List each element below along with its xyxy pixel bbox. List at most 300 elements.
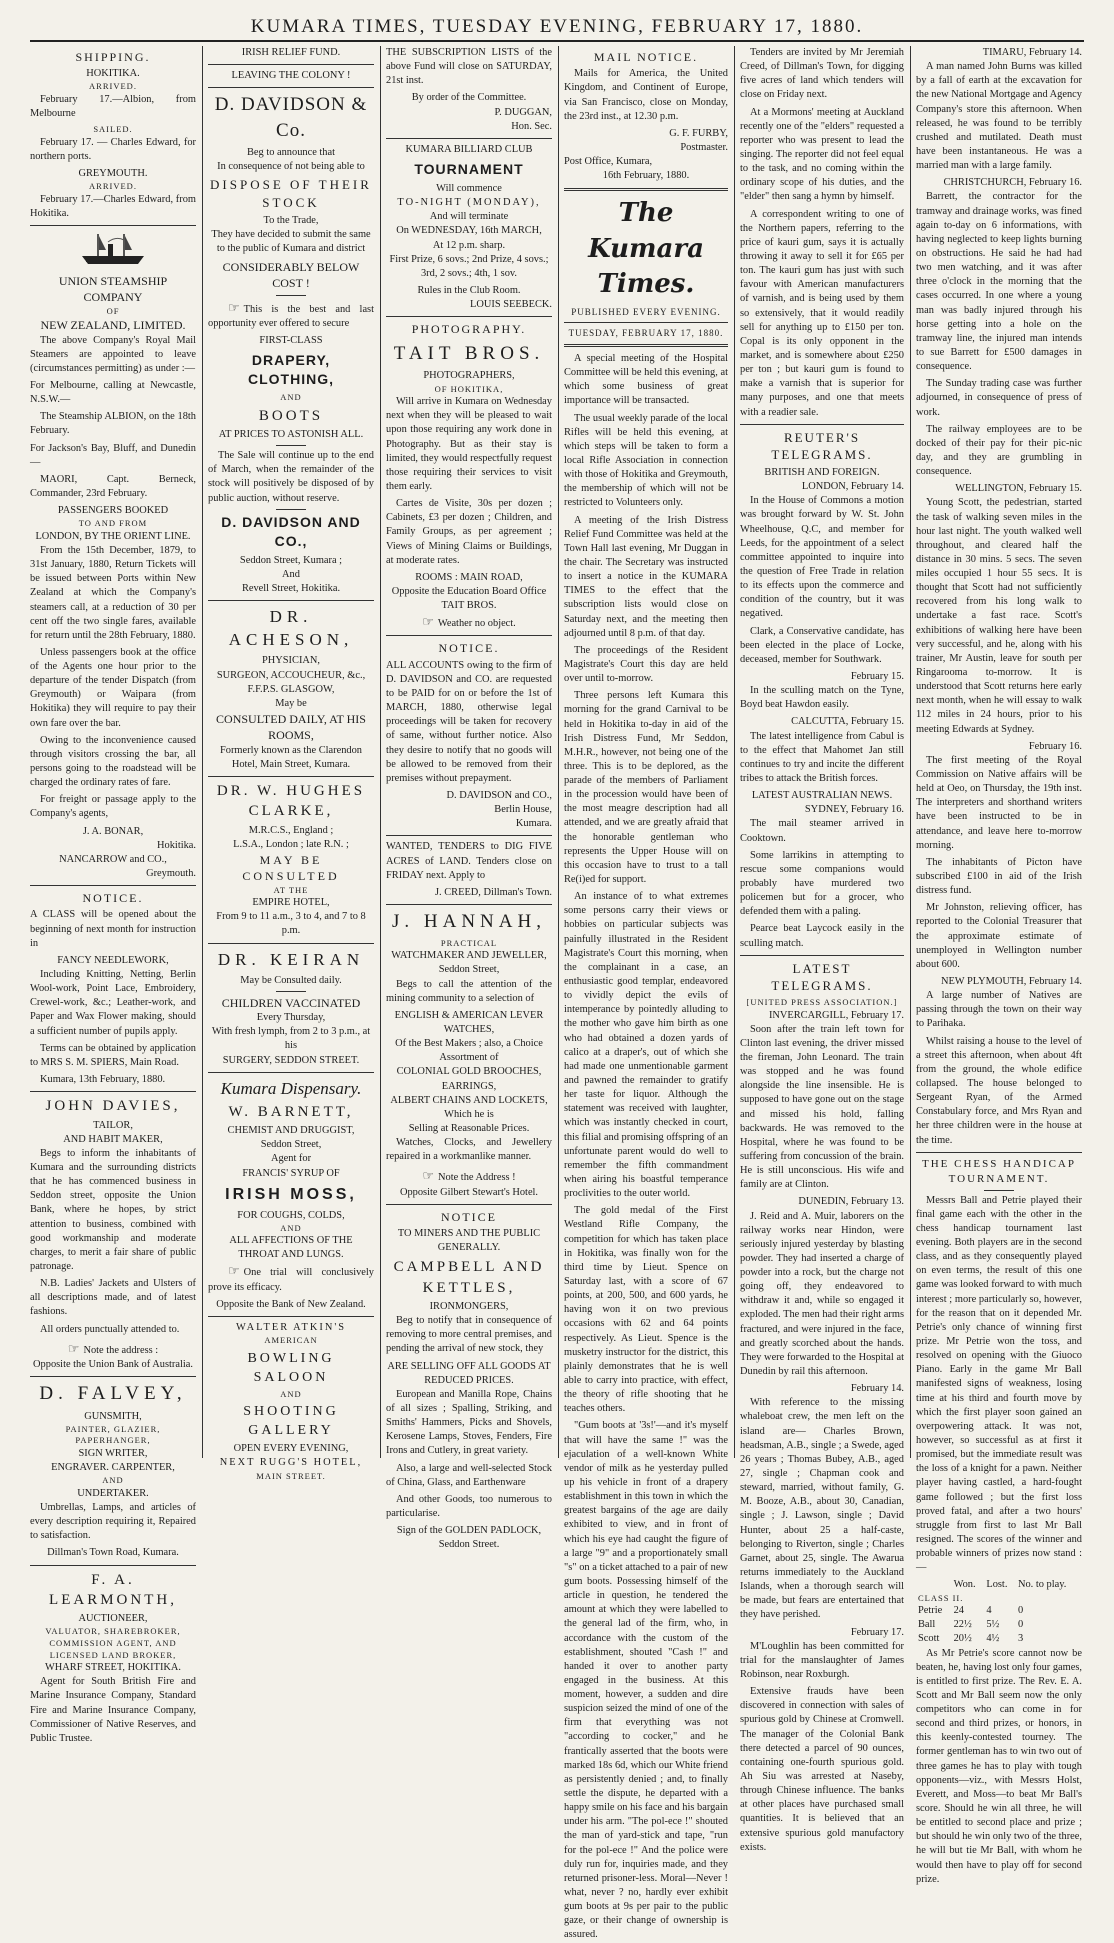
- irish-fund-text: THE SUBSCRIPTION LISTS of the above Fund will close on SATURDAY, 21st inst.: [386, 47, 552, 87]
- paragraph: Begs to call the attention of the mining community to a selection of: [386, 978, 552, 1004]
- dateline: LONDON, February 14.: [801, 481, 904, 493]
- dateline: TUESDAY, FEBRUARY 17, 1880.: [568, 327, 724, 338]
- paragraph: The railway employees are to be docked of their pay for their pic-nic day, and they are grumbling in consequence.: [916, 423, 1082, 478]
- paragraph: And other Goods, too numerous to particularise.: [386, 1493, 552, 1520]
- paragraph: M'Loughlin has been committed for trial for the manslaughter of James Robinson, near Roxburgh.: [740, 1640, 904, 1680]
- paragraph: N.B. Ladies' Jackets and Ulsters of all descriptions made, and of latest fashions.: [30, 1278, 196, 1318]
- ad-line: SURGEON, ACCOUCHEUR, &c.,: [216, 669, 366, 681]
- learmonth-name: F. A. LEARMONTH,: [49, 1571, 177, 1608]
- photography-heading: PHOTOGRAPHY.: [411, 322, 527, 337]
- ad-line: PRACTICAL: [440, 937, 498, 948]
- shipping-line: February 17.—Albion, from Melbourne: [30, 94, 196, 120]
- divider: [916, 1152, 1082, 1153]
- paragraph: Young Scott, the pedestrian, started the task of walking seven miles in the hour last night. The youth walked well throughout, and cleared half the distance in 30 mins. 5 secs. The seven miles occupied 1 hour 55 secs. It is thought that Scott had not sufficiently recovered from his long walk to undertake a fast race. Scott's exhibitions of walking here have been very successful, and he, along with his trainer, Mr Austin, leave for south per Ringarooma to-morrow. It is understood that Scott returns here early next month, when he will essay to walk 112 miles in 24 hours, prior to his meeting Edwards at Sydney.: [916, 497, 1082, 735]
- divider: [386, 835, 552, 836]
- paragraph: A large number of Natives are passing through the town on their way to Parihaka.: [916, 990, 1082, 1030]
- ad-line: TO MINERS AND THE PUBLIC GENERALLY.: [397, 1228, 541, 1254]
- ad-line: ALBERT CHAINS AND LOCKETS,: [390, 1094, 548, 1106]
- dateline: February 14.: [850, 1383, 904, 1395]
- paragraph: Soon after the train left town for Clinton last evening, the driver missed the fireman, John Leonard. The train was stopped and he was found alongside the line insensible. He is supposed to have gone out on the stage and missed his hold, falling backwards. He was removed to the Hospital, where he was found to be suffering from concussion of the brain. He is still unconscious. His wife and family are at Clinton.: [740, 1023, 904, 1191]
- ad-line: CHILDREN VACCINATED: [221, 995, 361, 1010]
- trade-line: VALUATOR, SHAREBROKER, COMMISSION AGENT, AND: [45, 1626, 181, 1649]
- davidson-co-line: D. DAVIDSON AND CO.,: [221, 513, 361, 549]
- paragraph: Cartes de Visite, 30s per dozen ; Cabinets, £3 per dozen ; Children, and Family Groups, as per agreement ; Views of Mining Claims or Buildings, at moderate rates.: [386, 498, 552, 566]
- divider: [30, 1091, 196, 1092]
- trade-line: LICENSED LAND BROKER,: [49, 1649, 177, 1660]
- ad-line: Note the Address !: [438, 1172, 516, 1184]
- ad-line: NEXT RUGG'S HOTEL,: [219, 1457, 363, 1469]
- table-cell: Petrie: [918, 1605, 943, 1617]
- signature: LOUIS SEEBECK.: [470, 299, 552, 311]
- divider: [386, 904, 552, 905]
- ad-line: By order of the Committee.: [411, 92, 527, 104]
- dateline: NEW PLYMOUTH, February 14.: [940, 976, 1082, 987]
- divider: [208, 1316, 374, 1317]
- falvey-name: D. FALVEY,: [39, 1382, 187, 1404]
- agent-place: Hokitika.: [157, 839, 196, 851]
- ad-line: Seddon Street,: [260, 1139, 322, 1151]
- agent-place: Greymouth.: [146, 868, 196, 880]
- address-line: Revell Street, Hokitika.: [241, 583, 341, 595]
- ad-line: Agent for: [270, 1153, 312, 1165]
- notice-heading: NOTICE.: [82, 891, 144, 906]
- columns: [30, 46, 1084, 1941]
- hannah-name: J. HANNAH,: [392, 910, 546, 932]
- column-divider: [202, 46, 203, 1458]
- ad-line: PHOTOGRAPHERS,: [423, 370, 515, 382]
- ad-line: Will commence: [436, 183, 502, 195]
- note-line: Note the address :: [83, 1344, 159, 1356]
- table-cell: 4: [986, 1605, 992, 1617]
- column-divider: [380, 46, 381, 1458]
- paragraph: A meeting of the Irish Distress Relief Fund Committee was held at the Town Hall last evening, Mr Duggan in the chair. The Secretary was instructed to insert a notice in the KUMARA TIMES to the effect that the subscription lists would close on Saturday next, and the meeting then adjourned until 8 p.m. of that day.: [564, 514, 728, 639]
- ad-line: FRANCIS' SYRUP OF: [242, 1167, 340, 1179]
- address-line: Sign of the GOLDEN PADLOCK, Seddon Street.: [396, 1525, 542, 1551]
- paragraph: The Steamship ALBION, on the 18th February.: [30, 411, 196, 437]
- dateline: DUNEDIN, February 13.: [798, 1196, 904, 1208]
- leaving-heading: LEAVING THE COLONY !: [231, 70, 351, 82]
- paragraph: The Sunday trading case was further adjourned, in consequence of press of work.: [916, 378, 1082, 418]
- bowling-saloon: BOWLING SALOON: [247, 1350, 335, 1385]
- ad-line: FIRST-CLASS: [259, 334, 323, 346]
- ad-line: AMERICAN: [264, 1335, 318, 1346]
- address-line: Opposite the Bank of New Zealand.: [216, 1298, 366, 1310]
- trade-line: SIGN WRITER,: [78, 1448, 148, 1460]
- dispose-line: DISPOSE OF THEIR STOCK: [210, 177, 372, 210]
- paragraph: The above Company's Royal Mail Steamers are appointed to leave (circumstances permitting) as under :—: [30, 334, 196, 374]
- davidson-title: D. DAVIDSON & Co.: [214, 94, 368, 142]
- post-office-line: Post Office, Kumara,: [564, 156, 653, 168]
- paragraph: In the sculling match on the Tyne, Boyd beat Hawdon easily.: [740, 685, 904, 711]
- pointing-hand-icon: ☞: [422, 614, 434, 630]
- column-divider: [558, 46, 559, 1458]
- notice-heading: NOTICE.: [438, 641, 500, 656]
- ad-line: Selling at Reasonable Prices.: [408, 1122, 530, 1134]
- ad-line: OF HOKITIKA,: [434, 383, 504, 394]
- ad-line: FOR COUGHS, COLDS,: [237, 1209, 345, 1221]
- dateline: CHRISTCHURCH, February 16.: [943, 177, 1082, 189]
- signature-title: Postmaster.: [680, 142, 728, 154]
- davies-name: JOHN DAVIES,: [45, 1098, 181, 1115]
- table-cell: 24: [953, 1605, 964, 1617]
- pointing-hand-icon: ☞: [67, 1340, 80, 1356]
- table-row: [916, 1618, 1082, 1632]
- signature-line: Berlin House,: [494, 804, 552, 816]
- ad-line: AT THE: [273, 884, 309, 895]
- masthead-rule: [30, 40, 1084, 42]
- paragraph: Mr Johnston, relieving officer, has reported to the Colonial Treasurer that the approximate estimate of unemployed in Wellington number about 600.: [916, 902, 1082, 970]
- ad-line: WATCHMAKER AND JEWELLER,: [391, 950, 547, 962]
- section-label: LATEST AUSTRALIAN NEWS.: [751, 790, 893, 802]
- paragraph: Will arrive in Kumara on Wednesday next when they will be pleased to wait upon those requiring any work done in Photography. But as their stay is limited, they would respectfully request those requiring their services to visit them early.: [386, 396, 552, 492]
- steamship-icon: [30, 230, 196, 270]
- ad-line: MAY BE CONSULTED: [242, 852, 340, 884]
- union-title: UNION STEAMSHIP COMPANY: [58, 274, 168, 305]
- ad-line: SURGERY, SEDDON STREET.: [222, 1054, 360, 1066]
- trade-line: ENGRAVER. CARPENTER,: [51, 1462, 175, 1474]
- paragraph: The Sale will continue up to the end of March, when the remainder of the stock will positively be disposed of by public auction, without reserve.: [208, 450, 374, 504]
- masthead-title: KUMARA TIMES, TUESDAY EVENING, FEBRUARY 17, 1880.: [250, 16, 864, 37]
- tournament-line: TOURNAMENT: [414, 160, 524, 177]
- clarke-name: DR. W. HUGHES CLARKE,: [216, 782, 366, 820]
- table-header-cell: No. to play.: [1017, 1579, 1067, 1591]
- paragraph: Barrett, the contractor for the tramway and drainage works, was fined again to-day on 6 informations, with having neglected to keep lights burning on obstructions. He said he had had two men watching, and it was after three o'clock in the morning that the cases occurred. In one where a young man was badly injured through his horse getting into a hole on the tramway line, the injured man intends to sue Barrett for £500 damages in consequence.: [916, 191, 1082, 373]
- paragraph: A correspondent writing to one of the Northern papers, referring to the price of kauri gum, says it is actually throwing it away to sell it for £65 per ton. The kauri gum has just with such favour with American manufacturers of varnish, and is being used by them so extensively, that it would readily sell for anything up to £150 per ton. Copal is its only opponent in the market, and is somewhere about £250 per ton ; but kauri gum is found to make a varnish that is superior for many purposes, and one that meets with a readier sale.: [740, 208, 904, 418]
- column-3: [386, 46, 552, 1551]
- ad-line: PHYSICIAN,: [261, 655, 321, 667]
- billiard-heading: KUMARA BILLIARD CLUB: [405, 143, 533, 155]
- paragraph: From the 15th December, 1879, to 31st January, 1880, Return Tickets will be issued between Ports within New Zealand at which the Company's steamers call, at a reduction of 30 per cent off the two single fares, available for return until the 28th February, 1880.: [30, 544, 196, 641]
- ad-line: Which he is: [444, 1108, 494, 1120]
- agent-name: J. A. BONAR,: [82, 825, 144, 837]
- ad-line: TO-NIGHT (MONDAY),: [397, 197, 541, 209]
- keiran-name: DR. KEIRAN: [217, 949, 365, 969]
- drapery-line: DRAPERY, CLOTHING,: [248, 352, 334, 388]
- paragraph: Terms can be obtained by application to MRS S. M. SPIERS, Main Road.: [30, 1042, 196, 1068]
- divider: [386, 316, 552, 317]
- paragraph: The first meeting of the Royal Commission on Native affairs will be held at Oeo, on Thursday, the 19th inst. The interpreters and shorthand writers have been instructed to be in attendance, and leave here to-morrow morning.: [916, 754, 1082, 851]
- ad-line: And: [282, 568, 300, 580]
- table-row: [916, 1632, 1082, 1646]
- divider: [276, 295, 306, 296]
- divider: [984, 1190, 1014, 1191]
- best-line: This is the best and last opportunity ever offered to secure: [208, 303, 374, 329]
- paragraph: Mails for America, the United Kingdom, and Continent of Europe, via San Francisco, close on Monday, the 23rd inst., at 12.30 p.m.: [564, 68, 728, 122]
- pointing-hand-icon: ☞: [422, 1168, 435, 1184]
- ad-line: Of the Best Makers ; also, a Choice Assortment of: [395, 1038, 543, 1064]
- trade-line: GUNSMITH,: [84, 1410, 142, 1422]
- shipping-line: February 17. — Charles Edward, for northern ports.: [30, 136, 196, 162]
- pointing-hand-icon: ☞: [228, 1263, 240, 1279]
- ad-line: AND: [280, 1388, 302, 1399]
- pointing-hand-icon: ☞: [228, 299, 240, 315]
- column-divider: [734, 46, 735, 1458]
- scores-table: [916, 1578, 1082, 1646]
- dateline: SYDNEY, February 16.: [804, 804, 904, 816]
- passengers-heading: PASSENGERS BOOKED: [57, 505, 169, 517]
- trade-line: AND HABIT MAKER,: [63, 1133, 163, 1145]
- ad-line: ARE SELLING OFF ALL GOODS AT REDUCED PRICES.: [387, 1360, 551, 1386]
- dateline: INVERCARGILL, February 17.: [768, 1009, 904, 1021]
- divider: [386, 635, 552, 636]
- address-line: Seddon Street, Kumara ;: [239, 554, 343, 566]
- trade-line: PAINTER, GLAZIER, PAPERHANGER,: [65, 1423, 161, 1446]
- dispensary-title: Kumara Dispensary.: [220, 1078, 362, 1098]
- paragraph: Owing to the inconvenience caused through visitors crossing the bar, all persons going to the roadstead will be charged the ordinary rates of fare.: [30, 734, 196, 789]
- ad-line: OPEN EVERY EVENING,: [233, 1443, 349, 1455]
- column-1: [30, 46, 196, 1744]
- paragraph: The mail steamer arrived in Cooktown.: [740, 818, 904, 844]
- paragraph: The inhabitants of Picton have subscribed £100 in aid of the Irish distress fund.: [916, 856, 1082, 897]
- signature: D. DAVIDSON and CO.,: [446, 789, 552, 801]
- divider: [30, 1565, 196, 1566]
- ad-line: On WEDNESDAY, 16th MARCH,: [396, 225, 542, 237]
- paragraph: MAORI, Capt. Berneck, Commander, 23rd February.: [30, 473, 196, 499]
- acheson-name: DR. ACHESON,: [228, 607, 354, 650]
- passengers-sub: TO AND FROM: [78, 518, 148, 529]
- table-cell: 3: [1017, 1633, 1024, 1645]
- chess-heading: THE CHESS HANDICAP TOURNAMENT.: [922, 1157, 1076, 1185]
- table-header-row: [916, 1578, 1082, 1592]
- paragraph: The usual weekly parade of the local Rifles will be held this evening, at which steps will be taken to form a local Rifle Association in connection with those of Hokitika and Greymouth, the membership of which will not be restricted to Volunteers only.: [564, 412, 728, 509]
- ad-line: Every Thursday,: [256, 1012, 326, 1024]
- paragraph: The proceedings of the Resident Magistrate's Court this day are held over until to-morrow.: [564, 644, 728, 685]
- ad-line: Weather no object.: [437, 618, 516, 630]
- ad-line: And will terminate: [429, 211, 509, 223]
- paragraph: "Gum boots at '3s!'—and it's myself that will have the same !" was the ejaculation of a well-known White vendor of milk as he yesterday pulled up his vehicle in front of a drapery establishment in this town in which the greatest bargains of the age are daily exhibited to view, and in front of which his eye had caught the figure of a large "9" and a proportionately small "s" on a ticket attached to a pair of new gum boots. Possessing himself of the article in question, he tendered the amount at which they were labelled to the general lad of the firm, who, in accordance with the custom of the establishment, shouted "Cash !" and handed it over to another party engaged in the business. At this moment, however, a sudden and dire suspicion seized the mind of one of the firm that everything was not "according to cocker," and he frantically asserted that the boots were marked 18s 6d, which our White friend as persistently denied ; and, to finally settle the dispute, he departed with a happy smile on his face and his bargain under his arm. "The pol-ece !" shouted the man of yard-stick and tape, "run for the pol-ece !" And the police were duly run for, inquiries made, and they returned prisoner-less. Moral—Never ! what, never ? no, hardly ever exhibit gum boots at 9s per pair to the public gaze, or their change of ownership is assured.: [564, 1420, 728, 1941]
- paragraph: For freight or passage apply to the Company's agents,: [30, 794, 196, 820]
- paragraph: In the House of Commons a motion was brought forward by W. St. John Wheelhouse, Q.C, and member for Leeds, for the appointment of a select committee appointed to inquire into the question of Free Trade in relation to its effects upon the commerce and condition of the country, but it was negatived.: [740, 495, 904, 620]
- consulted-line: CONSULTED DAILY, AT HIS ROOMS,: [216, 712, 366, 743]
- signature: J. CREED, Dillman's Town.: [435, 886, 552, 898]
- paragraph: Extensive frauds have been discovered in connection with sales of spurious gold by Chinese at Cromwell. The manager of the Colonial Bank there detected a parcel of 90 ounces, containing one-fourth spurious gold. Ah Siu was arrested at Naseby, through Chinese influence. The banks at other places have purchased small quantities. It is believed that an extensive spurious gold manufactory exists.: [740, 1686, 904, 1853]
- column-2: [208, 46, 374, 1481]
- paragraph: Unless passengers book at the office of the Agents one hour prior to the departure of the tender Dispatch (from Greymouth) or Waipara (from Hokitika) they will require to pay their own fare over the bar.: [30, 646, 196, 729]
- dateline: February 15.: [850, 670, 904, 682]
- paragraph: Including Knitting, Netting, Berlin Wool-work, Point Lace, Embroidery, Crewel-work, &c.; Leather-work, and Paper and Wax Flower making, should a sufficient number of pupils apply.: [30, 969, 196, 1037]
- paragraph: Beg to notify that in consequence of removing to more central premises, and pending the arrival of new stock, they: [386, 1315, 552, 1355]
- paragraph: Three persons left Kumara this morning for the grand Carnival to be held in Hokitika to-day in aid of the Irish Distress Fund, Mr Seddon, M.H.R., however, not being one of the three. This is to be deplored, as the parade of the members of Parliament in the procession would have been of the most meagre description had all attended, and we are greatly afraid that the honorable gentleman who represents the Upper House will on this occasion have to trust to a tall Re(i)ed for support.: [564, 690, 728, 886]
- paragraph: Begs to inform the inhabitants of Kumara and the surrounding districts that he has commenced business in Seddon street, opposite the Union Bank, where he hopes, by strict attention to business, combined with good workmanship and moderate charges, to merit a fair share of public patronage.: [30, 1147, 196, 1272]
- divider: [30, 1376, 196, 1377]
- paragraph: An instance of to what extremes some persons carry their views or hobbies on particular subjects was painfully illustrated in the Resident Magistrate's Court this morning, when the complainant in a case, an enthusiastic good templar, endeavored to vividly depict the evils of intemperance by pointedly alluding to the mother who gave him birth as one who had obtained a dozen yards of calico at a draper's, out of which she had made one unmentionable garment and pawned the remainder to gratify her taste for liquor. Although the statement was received with laughter, which was instantly checked in court, this filial and promising offspring of an unfortunate parent would do well to remember the fifth commandment when airing his boastful temperance proclivities to the outer world.: [564, 891, 728, 1200]
- trade-line: AND: [102, 1475, 124, 1486]
- divider: [564, 344, 728, 347]
- ad-line: CHEMIST AND DRUGGIST,: [227, 1125, 355, 1137]
- fancy-needlework: FANCY NEEDLEWORK,: [57, 954, 169, 966]
- ad-line: May be: [275, 697, 307, 709]
- paragraph: At a Mormons' meeting at Auckland recently one of the "elders" requested a reporter who was present to lead the singing. The reporter did not feel equal to the task, and no coming within the ordinary scope of his duties, and the "elder" then sang a hymn by himself.: [740, 106, 904, 203]
- ad-line: Rules in the Club Room.: [417, 285, 521, 296]
- paragraph: The latest intelligence from Cabul is to the effect that Mahomet Jan still continues to try and incite the different tribes to attack the British forces.: [740, 730, 904, 784]
- divider: [276, 991, 306, 992]
- ad-line: Seddon Street,: [438, 964, 500, 976]
- ad-line: ALL AFFECTIONS OF THE THROAT AND LUNGS.: [229, 1235, 353, 1261]
- ad-line: EMPIRE HOTEL,: [252, 897, 330, 909]
- ad-line: May be Consulted daily.: [240, 974, 342, 986]
- atkins-line: WALTER ATKIN'S: [235, 1321, 346, 1333]
- section-label: GREYMOUTH.: [78, 168, 148, 180]
- table-cell: 0: [1017, 1605, 1024, 1617]
- column-5: [740, 46, 904, 1853]
- paragraph: Whilst raising a house to the level of a street this afternoon, when about 4ft from the ground, the whole edifice collapsed. The house belonged to Sergeant Ryan, of the Armed Constabulary force, and Mrs Ryan and her three children were in the house at the time.: [916, 1035, 1082, 1146]
- barnett-name: W. BARNETT,: [228, 1103, 354, 1120]
- paragraph: They have decided to submit the same to the public of Kumara and district: [211, 228, 371, 254]
- table-cell: 4½: [986, 1633, 1000, 1645]
- section-label: HOKITIKA.: [86, 68, 140, 80]
- section-label: BRITISH AND FOREIGN.: [764, 467, 880, 478]
- paragraph: The gold medal of the First Westland Rifle Company, the competition for which has taken place in Hokitika, was finally won for the third time by Lieut. Spence on Saturday last, with a score of 67 points, at 200, 500, and 600 yards, he having won it on two previous occasions with 62 and 64 points respectively. As Lieut. Spence is the musketry instructor for the district, this plainly demonstrates that he is well able to carry into practice, with effect, the theory of rifle shooting that he teaches others.: [564, 1205, 728, 1415]
- table-cell: 5½: [986, 1619, 1000, 1631]
- paragraph: Tenders are invited by Mr Jeremiah Creed, of Dillman's Town, for digging five acres of land which tenders will close on Friday next.: [740, 47, 904, 101]
- campbell-name: CAMPBELL AND KETTLES,: [393, 1259, 545, 1296]
- paragraph: For Jackson's Bay, Bluff, and Dunedin—: [30, 442, 196, 468]
- divider: [386, 1204, 552, 1205]
- ad-line: Opposite the Education Board Office: [391, 585, 547, 597]
- shipping-line: February 17.—Charles Edward, from Hokitika.: [30, 193, 196, 219]
- mail-notice-heading: MAIL NOTICE.: [593, 50, 699, 64]
- paragraph: European and Manilla Rope, Chains of all sizes ; Spalling, Striking, and Smiths' Hammers, Picks and Shovels, Kerosene Lamps, Stoves, Fenders, Fire Irons and Cutlery, in great variety.: [386, 1388, 552, 1457]
- divider: [208, 943, 374, 944]
- ad-line: ROOMS : MAIN ROAD,: [415, 571, 523, 583]
- paragraph: ALL ACCOUNTS owing to the firm of D. DAVIDSON and CO. are requested to be PAID for on or before the 1st of MARCH, 1880, otherwise legal proceedings will be taken for recovery of same, without further notice. Also they desire to notify that no goods will be allowed to be removed from their premises without prepayment.: [386, 659, 552, 784]
- table-cell: 22½: [953, 1619, 972, 1631]
- ad-line: From 9 to 11 a.m., 3 to 4, and 7 to 8 p.m.: [216, 911, 366, 937]
- paragraph: For Melbourne, calling at Newcastle, N.S.W.—: [30, 379, 196, 406]
- paragraph: Agent for South British Fire and Marine Insurance Company, Standard Fire and Marine Insurance Company, Commissioner of Native Reserves, and Public Trustee.: [30, 1676, 196, 1744]
- agent-name: NANCARROW and CO.,: [59, 853, 167, 865]
- shipping-heading: SHIPPING.: [75, 50, 151, 64]
- ad-line: In consequence of not being able to: [217, 161, 365, 173]
- signature: P. DUGGAN,: [494, 106, 552, 118]
- ad-line: L.S.A., London ; late R.N. ;: [233, 838, 349, 850]
- date-line: 16th February, 1880.: [602, 170, 690, 182]
- ad-line: TAIT BROS.: [441, 600, 497, 612]
- ad-line: IRONMONGERS,: [429, 1301, 509, 1313]
- address-line: WHARF STREET, HOKITIKA.: [44, 1662, 182, 1674]
- dateline: CALCUTTA, February 15.: [791, 716, 904, 728]
- paragraph: Pearce beat Laycock easily in the sculling match.: [740, 923, 904, 949]
- address-line: Opposite Gilbert Stewart's Hotel.: [399, 1186, 539, 1198]
- union-subtitle: NEW ZEALAND, LIMITED.: [40, 318, 186, 333]
- below-cost: CONSIDERABLY BELOW COST !: [222, 259, 360, 291]
- ad-line: To the Trade,: [263, 214, 319, 226]
- ad-line: Beg to announce that: [246, 146, 335, 158]
- section-label: ARRIVED.: [89, 181, 137, 192]
- paragraph: A special meeting of the Hospital Committee will be held this evening, at which some business of great importance will be transacted.: [564, 352, 728, 407]
- shooting-gallery: SHOOTING GALLERY: [243, 1404, 339, 1439]
- paragraph: All orders punctually attended to.: [40, 1323, 180, 1335]
- paragraph: With reference to the missing whaleboat crew, the men left on the island are— Charles Brown, headsman, A.B., single ; a Swede, aged 26 years ; Thomas Bubey, A.B., aged 27, single ; Chapman cook and steward, married, without family, G. M. Booze, A.B., about 30, Canadian, single ; J. Lawson, single ; David Hunter, about 25 a half-caste, belonging to Riverton, single ; Charles Garnet, about 25, single. The Awarua returns immediately to the Auckland Islands, when a thorough search will be made, but fears are entertained that they have perished.: [740, 1397, 904, 1621]
- published-line: PUBLISHED EVERY EVENING.: [571, 306, 721, 317]
- dateline: February 16.: [1028, 740, 1082, 752]
- address-line: MAIN STREET.: [256, 1470, 326, 1481]
- table-cell: Ball: [918, 1619, 936, 1631]
- divider: [276, 445, 306, 446]
- section-label: ARRIVED.: [89, 81, 137, 92]
- divider: [208, 64, 374, 65]
- paragraph: Also, a large and well-selected Stock of China, Glass, and Earthenware: [386, 1462, 552, 1488]
- column-6: [916, 46, 1082, 1885]
- table-header-cell: Won.: [953, 1579, 976, 1591]
- paragraph: J. Reid and A. Muir, laborers on the railway works near Hindon, were seriously injured yesterday by blasting powder. They had inserted a charge of powder into a rock, but the charge not going off, they endeavored to withdraw it and, while so engaged it exploded. The men had their right arms fractured, and were injured in the face, and greatly scorched about the hands. They were forwarded to the Hospital at Dunedin by rail this afternoon.: [740, 1210, 904, 1378]
- ad-line: At 12 p.m. sharp.: [432, 239, 506, 251]
- reuter-heading: REUTER'S TELEGRAMS.: [771, 429, 873, 463]
- signature-line: Kumara.: [515, 818, 552, 830]
- ad-line: With fresh lymph, from 2 to 3 p.m., at his: [211, 1026, 371, 1052]
- paragraph: WANTED, TENDERS to DIG FIVE ACRES of LAND. Tenders close on FRIDAY next. Apply to: [386, 841, 552, 881]
- paragraph: Messrs Ball and Petrie played their final game each with the other in the chess handicap tournament last evening. Both players are in the second class, and as they consequently played on even terms, the result of this one game was looked forward to with much interest ; more particularly so, however, for the reason that on it depended Mr. Petrie's only chance of winning first prize. Mr Petrie won the toss, and resolved on opening with the Giuoco Piano. Early in the game Mr Ball manifested signs of weakness, losing time at his third and fourth move by which the first player soon gained an overpowering attack. It was not, however, so successful as at first it promised, but the immediate result was the loss of a knight for a pawn. Neither player having castled, a hard-fought game followed ; but the first loss proved fatal, and after a two hours' struggle from first to last Mr Ball resigned. The scores of the winner and probable winners of prizes now stand :—: [916, 1194, 1082, 1574]
- column-divider: [910, 46, 911, 1458]
- divider: [386, 138, 552, 139]
- boots-line: BOOTS: [258, 407, 324, 424]
- divider: [740, 955, 904, 956]
- paragraph: Some larrikins in attempting to rescue some companions would probably have murdered two policemen but for a grocer, who defended them with a paling.: [740, 849, 904, 918]
- divider: [208, 87, 374, 88]
- paragraph: Formerly known as the Clarendon Hotel, Main Street, Kumara.: [220, 744, 362, 770]
- ad-line: COLONIAL GOLD BROOCHES, EARRINGS,: [396, 1066, 542, 1092]
- ad-line: AT PRICES TO ASTONISH ALL.: [218, 429, 364, 441]
- irish-moss: IRISH MOSS,: [225, 1185, 357, 1203]
- trade-line: UNDERTAKER.: [77, 1487, 149, 1499]
- divider: [208, 776, 374, 777]
- table-header-cell: Lost.: [986, 1579, 1008, 1591]
- paragraph: A CLASS will be opened about the beginning of next month for instruction in: [30, 909, 196, 949]
- notice-date: Kumara, 13th February, 1880.: [40, 1074, 166, 1086]
- tait-name: TAIT BROS.: [393, 342, 545, 364]
- paragraph: Watches, Clocks, and Jewellery repaired in a workmanlike manner.: [386, 1137, 552, 1163]
- ad-line: ENGLISH & AMERICAN LEVER WATCHES,: [394, 1009, 544, 1035]
- orient-line: LONDON, BY THE ORIENT LINE.: [35, 530, 191, 542]
- table-header-cell: [916, 1578, 952, 1592]
- latest-telegrams-heading: LATEST TELEGRAMS.: [771, 960, 873, 994]
- ad-line: AND: [280, 1222, 302, 1233]
- paragraph: Umbrellas, Lamps, and articles of every description requiring it, Repaired to satisfaction.: [30, 1501, 196, 1542]
- table-cell: Scott: [918, 1633, 940, 1645]
- ad-line: One trial will conclusively prove its efficacy.: [208, 1267, 374, 1293]
- table-row: [916, 1604, 1082, 1618]
- dateline: WELLINGTON, February 15.: [955, 483, 1082, 495]
- irish-fund-heading: IRISH RELIEF FUND.: [241, 47, 341, 58]
- paragraph: Clark, a Conservative candidate, has been elected in the place of Locke, deceased, member for Southwark.: [740, 625, 904, 665]
- column-4: [564, 46, 728, 1941]
- union-of: OF: [106, 305, 120, 316]
- address-line: Dillman's Town Road, Kumara.: [47, 1547, 179, 1559]
- ad-line: AND: [280, 392, 302, 403]
- divider: [30, 885, 196, 886]
- trade-line: TAILOR,: [93, 1119, 133, 1131]
- divider: [208, 600, 374, 601]
- paragraph: As Mr Petrie's score cannot now be beaten, he, having lost only four games, is entitled to first prize. The Rev. E. A. Scott and Mr Ball seem now the only competitors who can come in for second and third prizes, or honors, in this keenly-contested tourney. The former gentleman has to win two out of three games he has to play with tough opponents—viz., with Messrs Holst, Everett, and Moss—to beat Mr Ball's score. Should he win all three, he will be entitled to second place and prize ; but should he win only two of the three, he will but tie Mr Ball, with whom he would then have to play off for second prize.: [916, 1647, 1082, 1885]
- trade-line: AUCTIONEER,: [78, 1613, 148, 1625]
- divider: [276, 509, 306, 510]
- paper-title: The Kumara Times.: [588, 198, 704, 300]
- ad-line: M.R.C.S., England ;: [248, 824, 334, 836]
- divider: [30, 225, 196, 226]
- paragraph: First Prize, 6 sovs.; 2nd Prize, 4 sovs.; 3rd, 2 sovs.; 4th, 1 sov.: [389, 253, 549, 279]
- divider: [564, 188, 728, 191]
- notice-heading: NOTICE: [441, 1209, 497, 1224]
- divider: [740, 424, 904, 425]
- section-label: SAILED.: [93, 124, 133, 135]
- signature: G. F. FURBY,: [669, 127, 728, 139]
- paragraph: A man named John Burns was killed by a fall of earth at the excavation for the new National Mortgage and Agency Company's store this afternoon. When released, he was found to be terribly crushed and mutilated. Death must have been instantaneous. He was a married man with a large family.: [916, 61, 1082, 172]
- table-class-label: CLASS II.: [918, 1592, 964, 1603]
- ad-line: F.F.P.S. GLASGOW,: [247, 683, 335, 695]
- address-line: Opposite the Union Bank of Australia.: [33, 1358, 193, 1370]
- divider: [564, 322, 728, 323]
- divider: [208, 1072, 374, 1073]
